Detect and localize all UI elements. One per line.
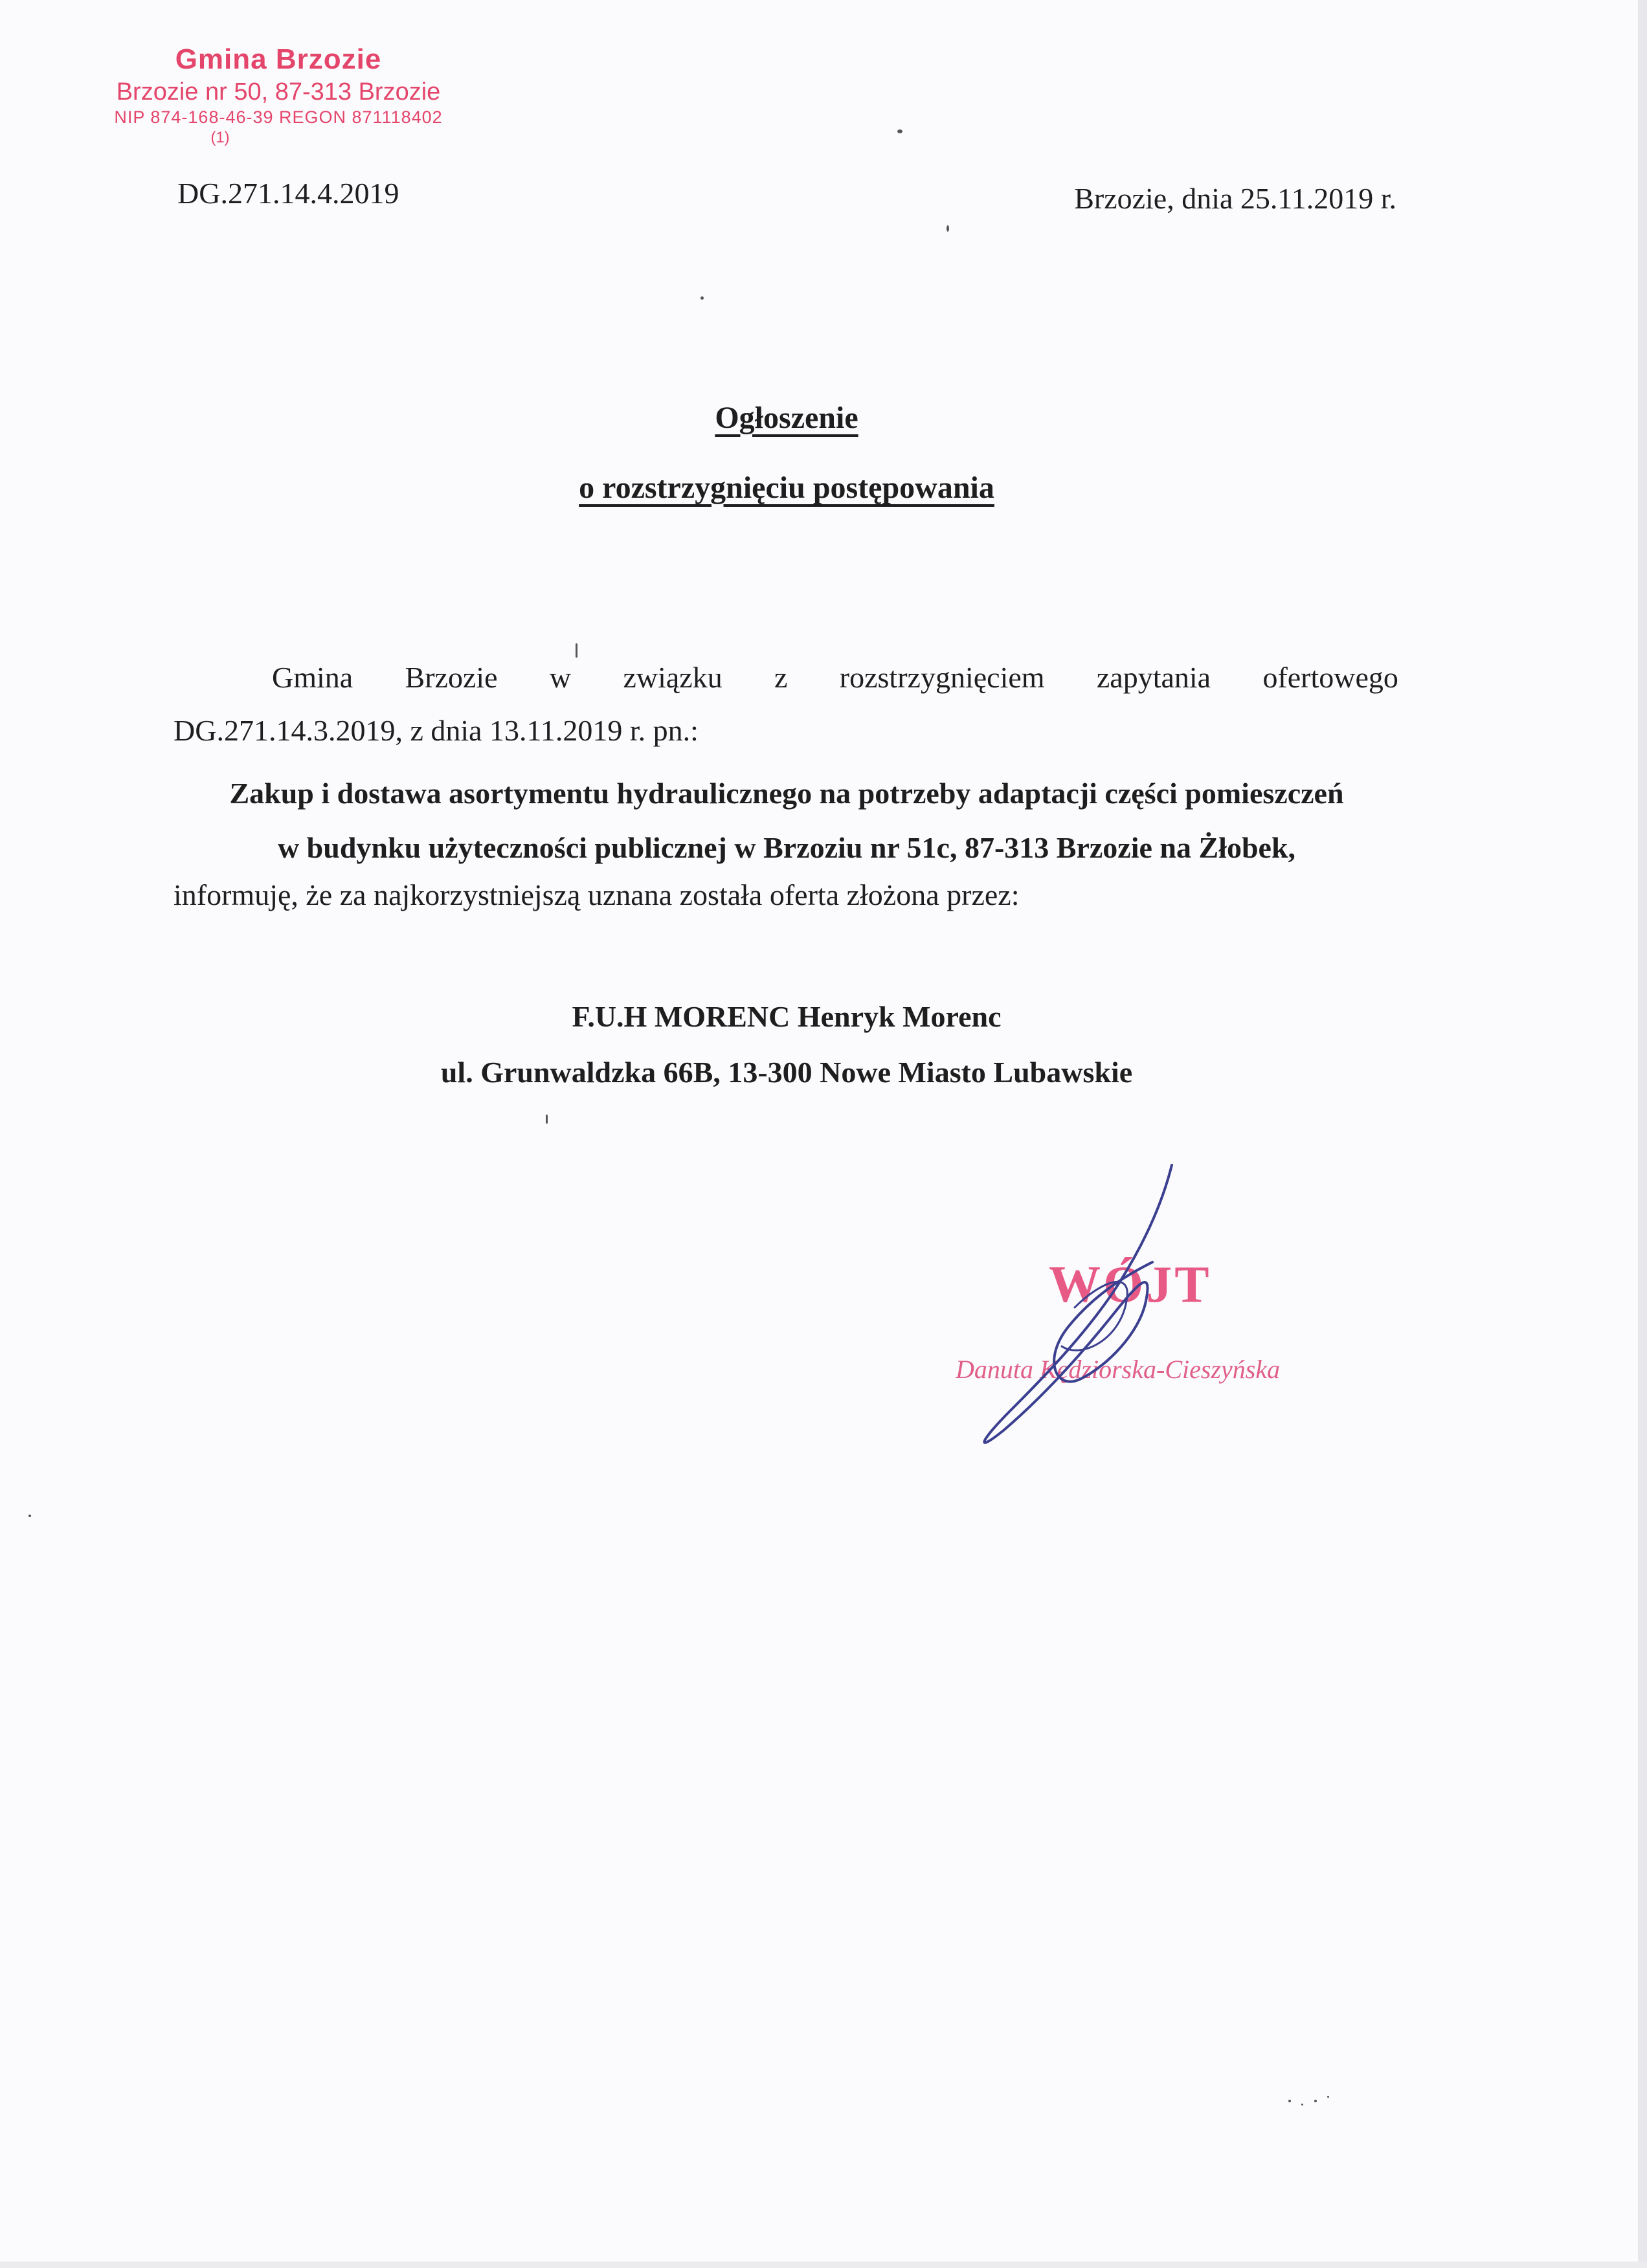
title-line-1: Ogłoszenie: [715, 401, 858, 435]
scan-speck: [1301, 2104, 1303, 2106]
winner-address: ul. Grunwaldzka 66B, 13-300 Nowe Miasto Lubawskie: [440, 1056, 1133, 1089]
subject-line-1: Zakup i dostawa asortymentu hydraulicznego na potrzeby adaptacji części pomieszczeń: [229, 777, 1344, 810]
reference-number: DG.271.14.4.2019: [177, 177, 399, 210]
stamp-copy-number: (1): [210, 129, 230, 146]
handwritten-signature: [958, 1152, 1230, 1456]
document-date: Brzozie, dnia 25.11.2019 r.: [1074, 182, 1396, 215]
scan-edge-right: [1638, 0, 1647, 2268]
inform-sentence: informuję, że za najkorzystniejszą uznana została oferta złożona przez:: [174, 878, 1020, 911]
intro-line-1: [272, 660, 1398, 695]
subject-line-2: w budynku użyteczności publicznej w Brzoziu nr 51c, 87-313 Brzozie na Żłobek,: [277, 831, 1296, 864]
intro-word: Gmina: [272, 661, 353, 694]
procurement-subject: [0, 766, 1573, 875]
stamp-ids: NIP 874-168-46-39 REGON 871118402: [114, 107, 443, 127]
intro-word: związku: [623, 661, 723, 694]
stamp-name: Gmina Brzozie: [175, 43, 382, 75]
title-line-2: o rozstrzygnięciu postępowania: [579, 471, 994, 505]
scan-speck: [1327, 2096, 1329, 2098]
intro-word: rozstrzygnięciem: [839, 661, 1045, 694]
stamp-address: Brzozie nr 50, 87-313 Brzozie: [116, 78, 441, 106]
municipality-stamp: [97, 41, 460, 148]
scan-speck: [1314, 2100, 1317, 2102]
scan-speck: [546, 1115, 548, 1124]
winning-bidder: [0, 989, 1573, 1100]
intro-word: w: [549, 661, 572, 694]
scan-speck: [576, 643, 577, 658]
intro-word: Brzozie: [405, 661, 498, 694]
intro-word: z: [774, 661, 788, 694]
document-title: [0, 383, 1573, 523]
intro-word: zapytania: [1096, 661, 1211, 694]
intro-word: ofertowego: [1262, 661, 1398, 694]
intro-line-2: DG.271.14.3.2019, z dnia 13.11.2019 r. pn.:: [174, 714, 699, 747]
scan-speck: [28, 1515, 31, 1517]
scan-speck: [1288, 2100, 1291, 2102]
scan-speck: [947, 225, 949, 232]
scan-speck: [700, 296, 704, 300]
winner-name: F.U.H MORENC Henryk Morenc: [572, 1000, 1002, 1033]
signature-stamp-name: Danuta Kędziorska-Cieszyńska: [956, 1355, 1281, 1384]
signature-stamp-title: WÓJT: [1049, 1256, 1212, 1313]
scan-edge-bottom: [0, 2262, 1647, 2268]
scan-speck: [897, 129, 902, 133]
